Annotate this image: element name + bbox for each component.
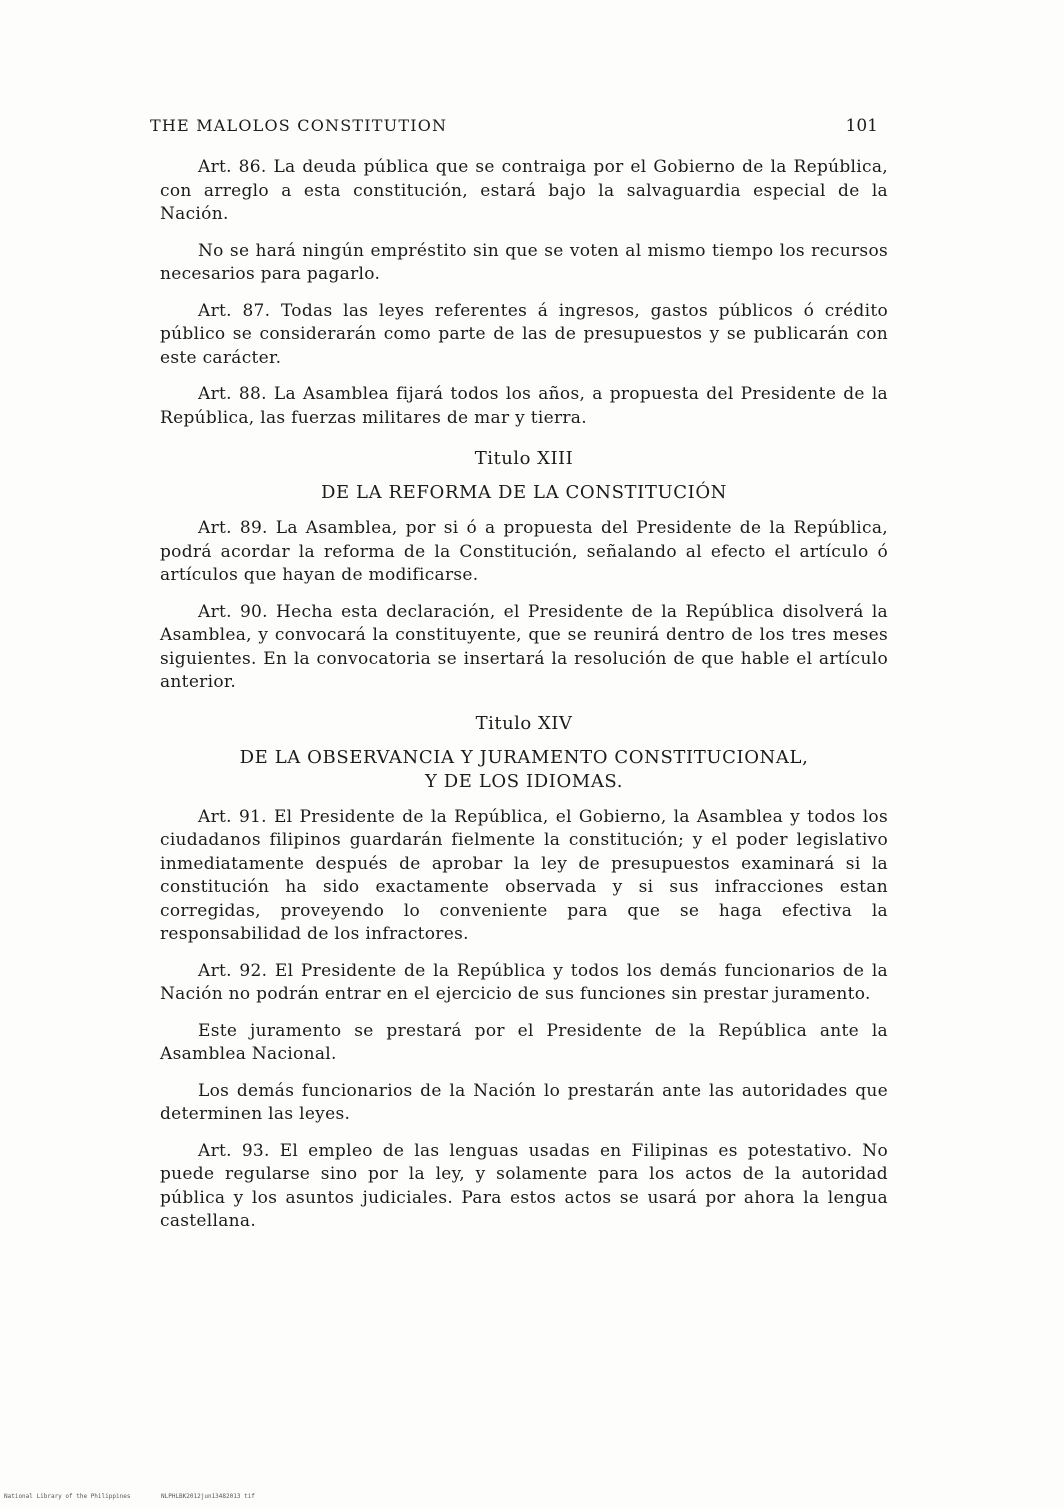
paragraph-art-86: Art. 86. La deuda pública que se contraiga por el Gobierno de la República, con arreglo a esta constitución, estará bajo la salvaguardia especial de la Nación. (160, 157, 888, 224)
paragraph-juramento: Este juramento se prestará por el Presidente de la República ante la Asamblea Nacional. (160, 1020, 888, 1064)
paragraph-art-92: Art. 92. El Presidente de la República y todos los demás funcionarios de la Nación no podrán entrar en el ejercicio de sus funciones sin prestar juramento. (160, 960, 888, 1004)
paragraph-art-90: Art. 90. Hecha esta declaración, el Presidente de la República disolverá la Asamblea, y convocará la constituyente, que se reunirá dentro de los tres meses siguientes. En la convocatoria se insertará la resolución de que hable el artículo anterior. (160, 601, 888, 692)
title-xiv-heading-line1: DE LA OBSERVANCIA Y JURAMENTO CONSTITUCIONAL, (239, 746, 809, 768)
paragraph-art-91: Art. 91. El Presidente de la República, el Gobierno, la Asamblea y todos los ciudadanos filipinos guardarán fielmente la constitución; y el poder legislativo inmediatamente después de aprobar la ley de presupuestos examinará si la constitución ha sido exactamente observada y si sus infracciones estan corregidas, proveyendo lo conveniente para que se haga efectiva la responsabilidad de los infractores. (160, 806, 888, 944)
title-xiv-label: Titulo XIV (475, 712, 573, 734)
title-xiv-heading-line2: Y DE LOS IDIOMAS. (424, 770, 624, 792)
footer-file-id: NLPHLBK2012jun13482013 tif (161, 1493, 255, 1500)
paragraph-art-93: Art. 93. El empleo de las lenguas usadas en Filipinas es potestativo. No puede regularse sino por la ley, y solamente para los actos de la autoridad pública y los asuntos judiciales. Para estos actos se usará por ahora la lengua castellana. (160, 1140, 888, 1231)
page-body (160, 156, 888, 1247)
paragraph-art-88: Art. 88. La Asamblea fijará todos los años, a propuesta del Presidente de la República, las fuerzas militares de mar y tierra. (160, 384, 888, 428)
title-xiii-block (160, 448, 888, 505)
paragraph-funcionarios: Los demás funcionarios de la Nación lo prestarán ante las autoridades que determinen las leyes. (160, 1080, 888, 1124)
footer-library: National Library of the Philippines (4, 1493, 131, 1500)
paragraph-art-87: Art. 87. Todas las leyes referentes á ingresos, gastos públicos ó crédito público se considerarán como parte de las de presupuestos y se publicarán con este carácter. (160, 300, 888, 368)
running-head: THE MALOLOS CONSTITUTION (150, 116, 448, 135)
page-header (150, 116, 878, 140)
title-xiii-label: Titulo XIII (474, 448, 574, 469)
paragraph-emprestito: No se hará ningún empréstito sin que se voten al mismo tiempo los recursos necesarios para pagarlo. (160, 240, 888, 284)
paragraph-art-89: Art. 89. La Asamblea, por si ó a propuesta del Presidente de la República, podrá acordar la reforma de la Constitución, señalando al efecto el artículo ó artículos que hayan de modificarse. (160, 518, 888, 585)
title-xiv-heading (160, 746, 888, 794)
title-xiv-block (160, 713, 888, 794)
title-xiii-heading: DE LA REFORMA DE LA CONSTITUCIÓN (320, 482, 728, 503)
page-number: 101 (845, 116, 878, 136)
